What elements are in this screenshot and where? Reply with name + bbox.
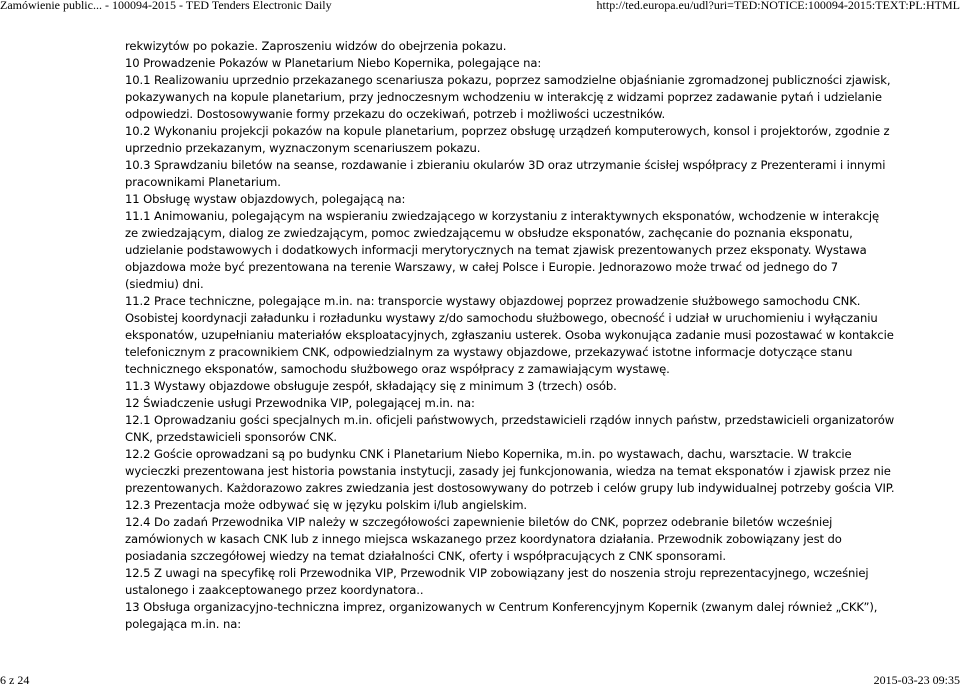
print-timestamp: 2015-03-23 09:35 xyxy=(873,673,960,687)
paragraph: rekwizytów po pokazie. Zaproszeniu widzów do obejrzenia pokazu. xyxy=(125,39,507,53)
paragraph: 10.1 Realizowaniu uprzednio przekazanego scenariusza pokazu, poprzez samodzielne objaśnianie zgromadzonej publiczności zjawisk, pokazywanych na kopule planetarium, przy jednoczesnym wchodzeniu w interakcję z widzami poprzez zadawanie pytań i udzielanie odpowiedzi. Dostosowywanie formy przekazu do oczekiwań, potrzeb i możliwości uczestników. xyxy=(125,73,891,121)
paragraph: 11.1 Animowaniu, polegającym na wspieraniu zwiedzającego w korzystaniu z interaktywnych eksponatów, wchodzenie w interakcję ze zwiedzającym, dialog ze zwiedzającym, pomoc zwiedzającemu w obsłudze eksponatów, zachęcanie do poznania eksponatu, udzielanie podstawowych i dodatkowych informacji merytorycznych na temat zjawisk prezentowanych przez eksponaty. Wystawa objazdowa może być prezentowana na terenie Warszawy, w całej Polsce i Europie. Jednorazowo może trwać od jednego do 7 (siedmiu) dni. xyxy=(125,209,880,291)
paragraph: 11 Obsługę wystaw objazdowych, polegającą na: xyxy=(125,192,406,206)
paragraph: 12.4 Do zadań Przewodnika VIP należy w szczegółowości zapewnienie biletów do CNK, poprzez odebranie biletów wcześniej zamówionych w kasach CNK lub z innego miejsca wskazanego przez koordynatora działania. Przewodnik zobowiązany jest do posiadania szczegółowej wiedzy na temat działalności CNK, oferty i współpracujących z CNK sponsorami. xyxy=(125,515,842,563)
page-counter: 6 z 24 xyxy=(0,673,30,687)
paragraph: 10.3 Sprawdzaniu biletów na seanse, rozdawanie i zbieraniu okularów 3D oraz utrzymanie ścisłej współpracy z Prezenterami i innymi pracownikami Planetarium. xyxy=(125,158,886,189)
paragraph: 12.5 Z uwagi na specyfikę roli Przewodnika VIP, Przewodnik VIP zobowiązany jest do noszenia stroju reprezentacyjnego, wcześniej ustalonego i zaakceptowanego przez koordynatora.. xyxy=(125,566,869,597)
page-url[interactable]: http://ted.europa.eu/udl?uri=TED:NOTICE:100094-2015:TEXT:PL:HTML xyxy=(596,0,960,12)
paragraph: 13 Obsługa organizacyjno-techniczna imprez, organizowanych w Centrum Konferencyjnym Kopernik (zwanym dalej również „CKK”), polegająca m.in. na: xyxy=(125,600,878,631)
page-title: Zamówienie public... - 100094-2015 - TED Tenders Electronic Daily xyxy=(0,0,332,12)
paragraph: 12.1 Oprowadzaniu gości specjalnych m.in. oficjeli państwowych, przedstawicieli rządów innych państw, przedstawicieli organizatorów CNK, przedstawicieli sponsorów CNK. xyxy=(125,413,895,444)
document-body xyxy=(125,38,895,633)
paragraph: 11.3 Wystawy objazdowe obsługuje zespół, składający się z minimum 3 (trzech) osób. xyxy=(125,379,617,393)
paragraph: 11.2 Prace techniczne, polegające m.in. na: transporcie wystawy objazdowej poprzez prowadzenie służbowego samochodu CNK. Osobistej koordynacji załadunku i rozładunku wystawy z/do samochodu służbowego, obecność i udział w uruchomieniu i wyłączaniu eksponatów, uzupełnianiu materiałów eksploatacyjnych, zgłaszaniu usterek. Osoba wykonująca zadanie musi pozostawać w kontakcie telefonicznym z pracownikiem CNK, odpowiedzialnym za wystawy objazdowe, przekazywać istotne informacje dotyczące stanu technicznego eksponatów, samochodu służbowego oraz współpracy z zamawiającym wystawę. xyxy=(125,294,894,376)
paragraph: 12.3 Prezentacja może odbywać się w języku polskim i/lub angielskim. xyxy=(125,498,527,512)
paragraph: 12 Świadczenie usługi Przewodnika VIP, polegającej m.in. na: xyxy=(125,396,475,410)
paragraph: 10 Prowadzenie Pokazów w Planetarium Niebo Kopernika, polegające na: xyxy=(125,56,542,70)
paragraph: 10.2 Wykonaniu projekcji pokazów na kopule planetarium, poprzez obsługę urządzeń komputerowych, konsol i projektorów, zgodnie z uprzednio przekazanym, wyznaczonym scenariuszem pokazu. xyxy=(125,124,890,155)
paragraph: 12.2 Goście oprowadzani są po budynku CNK i Planetarium Niebo Kopernika, m.in. po wystawach, dachu, warsztacie. W trakcie wycieczki prezentowana jest historia powstania instytucji, zasady jej funkcjonowania, wiedza na temat eksponatów i zjawisk przez nie prezentowanych. Każdorazowo zakres zwiedzania jest dostosowywany do potrzeb i celów grupy lub indywidualnej potrzeby gościa VIP. xyxy=(125,447,895,495)
